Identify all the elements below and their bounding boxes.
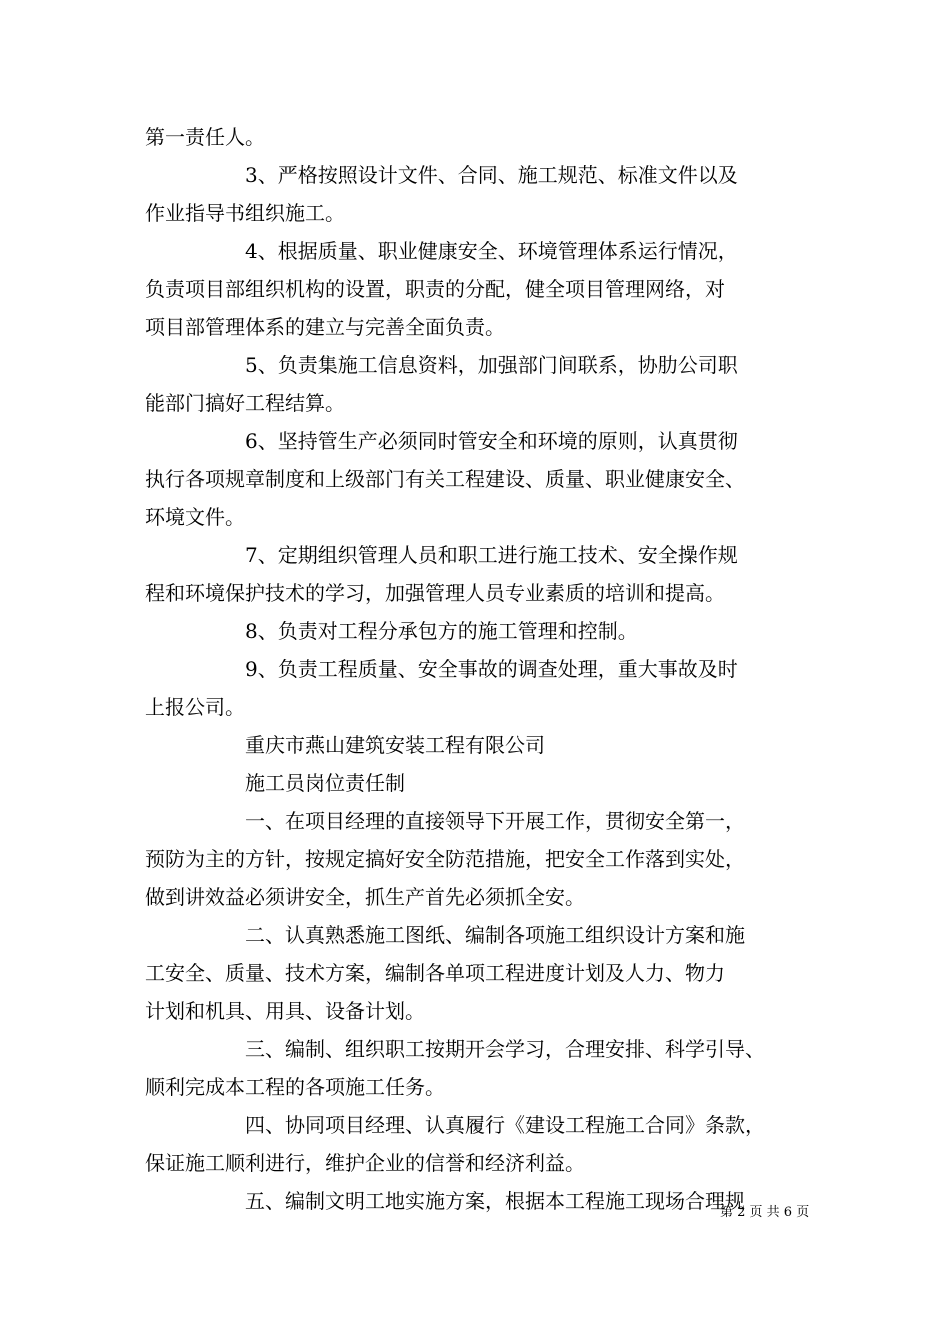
text-line: 一、在项目经理的直接领导下开展工作，贯彻安全第一，	[245, 809, 745, 833]
text-line: 负责项目部组织机构的设置，职责的分配，健全项目管理网络，对	[145, 277, 725, 301]
text-line: 7、定期组织管理人员和职工进行施工技术、安全操作规	[245, 543, 738, 567]
text-line: 能部门搞好工程结算。	[145, 391, 345, 415]
company-name: 重庆市燕山建筑安装工程有限公司	[245, 733, 545, 757]
document-body	[145, 118, 815, 1220]
text-line: 上报公司。	[145, 695, 245, 719]
text-line: 预防为主的方针，按规定搞好安全防范措施，把安全工作落到实处，	[145, 847, 745, 871]
text-line: 工安全、质量、技术方案，编制各单项工程进度计划及人力、物力	[145, 961, 725, 985]
text-line: 环境文件。	[145, 505, 245, 529]
text-line: 6、坚持管生产必须同时管安全和环境的原则，认真贯彻	[245, 429, 738, 453]
text-line: 9、负责工程质量、安全事故的调查处理，重大事故及时	[245, 657, 738, 681]
text-line: 五、编制文明工地实施方案，根据本工程施工现场合理规	[245, 1189, 745, 1213]
text-line: 做到讲效益必须讲安全，抓生产首先必须抓全安。	[145, 885, 585, 909]
text-line: 保证施工顺利进行，维护企业的信誉和经济利益。	[145, 1151, 585, 1175]
text-line: 3、严格按照设计文件、合同、施工规范、标准文件以及	[245, 163, 738, 187]
text-line: 5、负责集施工信息资料，加强部门间联系，协肋公司职	[245, 353, 738, 377]
text-line: 三、编制、组织职工按期开会学习，合理安排、科学引导、	[245, 1037, 765, 1061]
text-line: 第一责任人。	[145, 125, 265, 149]
text-line: 计划和机具、用具、设备计划。	[145, 999, 425, 1023]
text-line: 二、认真熟悉施工图纸、编制各项施工组织设计方案和施	[245, 923, 745, 947]
text-line: 程和环境保护技术的学习，加强管理人员专业素质的培训和提高。	[145, 581, 725, 605]
text-line: 顺利完成本工程的各项施工任务。	[145, 1075, 445, 1099]
text-line: 执行各项规章制度和上级部门有关工程建设、质量、职业健康安全、	[145, 467, 745, 491]
text-line: 作业指导书组织施工。	[145, 201, 345, 225]
text-line: 4、根据质量、职业健康安全、环境管理体系运行情况，	[245, 239, 738, 263]
text-line: 四、协同项目经理、认真履行《建设工程施工合同》条款，	[245, 1113, 765, 1137]
section-heading: 施工员岗位责任制	[245, 771, 405, 795]
page-number: 第 2 页 共 6 页	[720, 1205, 810, 1220]
text-line: 8、负责对工程分承包方的施工管理和控制。	[245, 619, 638, 643]
text-line: 项目部管理体系的建立与完善全面负责。	[145, 315, 505, 339]
